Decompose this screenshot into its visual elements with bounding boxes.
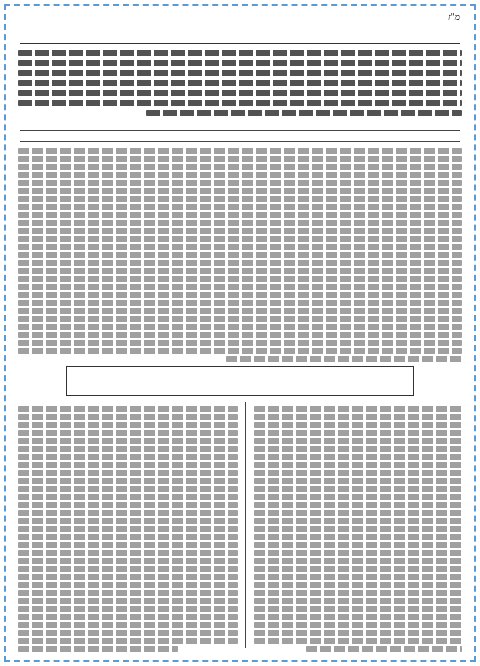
page-frame (4, 4, 476, 662)
running-head (20, 28, 460, 44)
chapter-number: מ"ז (448, 13, 460, 23)
intro-box (66, 366, 414, 396)
commentary-divider (20, 130, 460, 142)
page-top (20, 12, 460, 28)
column-rule (245, 402, 246, 648)
